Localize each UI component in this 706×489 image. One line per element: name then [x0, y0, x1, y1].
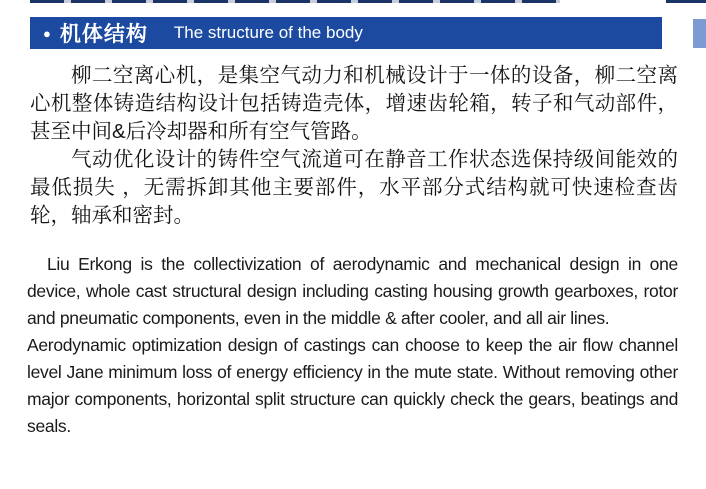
top-edge-cut-line-right [666, 0, 706, 3]
top-edge-cut-line [30, 0, 560, 3]
chinese-paragraph-1: 柳二空离心机，是集空气动力和机械设计于一体的设备，柳二空离心机整体铸造结构设计包括铸造壳体，增速齿轮箱，转子和气动部件，甚至中间&后冷却器和所有空气管路。 [30, 64, 678, 143]
section-title-english: The structure of the body [173, 23, 363, 42]
chinese-paragraph-2: 气动优化设计的铸件空气流道可在静音工作状态选保持级间能效的最低损失 ，无需拆卸其他主要部件，水平部分式结构就可快速检查齿轮，轴承和密封。 [30, 148, 678, 227]
english-paragraph-1: Liu Erkong is the collectivization of aerodynamic and mechanical design in one device, whole cast structural design including casting housing growth gearboxes, rotor and pneumatic components, even in the middle & after cooler, and all air lines. [27, 254, 678, 328]
english-paragraphs [27, 251, 678, 440]
section-header-bar [30, 17, 662, 49]
chinese-paragraphs [30, 62, 678, 230]
bullet-icon: ● [43, 25, 51, 41]
section-title-chinese: 机体结构 [59, 23, 148, 46]
header-bar-right-fragment [693, 19, 706, 48]
english-paragraph-2: Aerodynamic optimization design of castings can choose to keep the air flow channel level Jane minimum loss of energy efficiency in the mute state. Without removing other major components, horizontal split structure can quickly check the gears, beatings and seals. [27, 335, 678, 436]
